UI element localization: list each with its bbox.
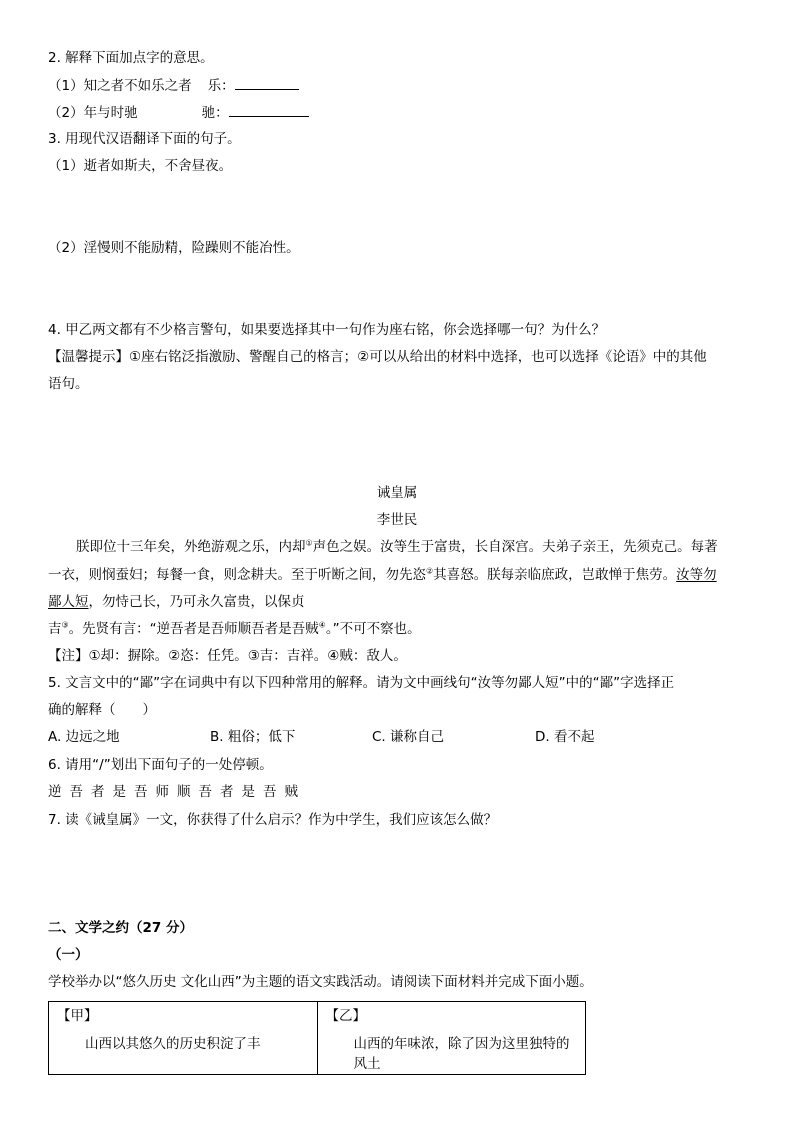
q3-item2: （2）淫慢则不能励精，险躁则不能冶性。 [48, 240, 300, 256]
material-yi-text: 山西的年味浓，除了因为这里独特的风土 [353, 1036, 570, 1072]
passage-title: 诫皇属 [376, 485, 418, 501]
passage-text: 朕即位十三年矣，外绝游观之乐，内却 [76, 539, 306, 555]
material-yi-heading: 【乙】 [325, 1008, 366, 1024]
passage-line-4 [48, 619, 421, 639]
section2-title: 二、文学之约（27 分） [48, 920, 193, 936]
q4-hint-line1: 【温馨提示】①座右铭泛指激励、警醒自己的格言；②可以从给出的材料中选择，也可以选择《论语》中的其他 [48, 349, 707, 365]
section2-intro: 学校举办以“悠久历史 文化山西”为主题的语文实践活动。请阅读下面材料并完成下面小题。 [48, 974, 593, 990]
q5-line1: 5. 文言文中的“鄙”字在词典中有以下四种常用的解释。请为文中画线句“汝等勿鄙人短”中的“鄙”字选择正 [48, 675, 675, 691]
q2-item2-char: 驰： [201, 105, 229, 121]
passage-text: ，勿恃己长，乃可永久富贵，以保贞 [88, 594, 305, 610]
q2-item2 [48, 102, 309, 123]
passage-line-1 [76, 537, 718, 557]
material-jia-heading: 【甲】 [57, 1008, 98, 1024]
q4-hint-line2: 语句。 [48, 376, 89, 392]
q4-title: 4. 甲乙两文都有不少格言警句，如果要选择其中一句作为座右铭，你会选择哪一句？为什么？ [48, 322, 606, 338]
q3-item1: （1）逝者如斯夫，不舍昼夜。 [48, 158, 233, 174]
q5-option-a[interactable]: A. 边远之地 [48, 729, 120, 745]
passage-text: 一衣，则悯蚕妇；每餐一食，则念耕夫。至于听断之间，勿先恣 [48, 567, 426, 583]
q5-option-b[interactable]: B. 粗俗；低下 [210, 729, 296, 745]
passage-author: 李世民 [376, 512, 418, 528]
q6-title: 6. 请用“/”划出下面句子的一处停顿。 [48, 757, 273, 773]
q2-item2-sentence: （2）年与时驰 [48, 105, 138, 121]
footnote-mark: ③ [61, 620, 69, 630]
q5-option-c[interactable]: C. 谦称自己 [372, 729, 445, 745]
q6-sentence[interactable]: 逆吾者是吾师顺吾者是吾贼 [48, 784, 306, 800]
material-jia-cell [49, 1002, 318, 1075]
q2-item1 [48, 75, 299, 96]
q7-title: 7. 读《诫皇属》一文，你获得了什么启示？作为中学生，我们应该怎么做？ [48, 812, 498, 828]
passage-line-2 [48, 565, 717, 585]
material-table [48, 1001, 586, 1075]
underlined-sentence: 汝等勿 [676, 567, 717, 583]
q2-item1-blank[interactable] [235, 75, 299, 90]
q3-title: 3. 用现代汉语翻译下面的句子。 [48, 131, 241, 147]
passage-text: 声色之娱。汝等生于富贵，长自深宫。夫弟子亲王，先须克己。每著 [312, 539, 718, 555]
material-jia-text: 山西以其悠久的历史积淀了丰 [85, 1036, 261, 1052]
footnote-mark: ④ [318, 620, 326, 630]
passage-text: 。先贤有言：“逆吾者是吾师顺吾者是吾贼 [68, 621, 319, 637]
material-yi-cell [317, 1002, 586, 1075]
footnote-mark: ① [305, 538, 313, 548]
passage-text: 。”不可不察也。 [325, 621, 421, 637]
passage-text: 其喜怒。朕每亲临庶政，岂敢惮于焦劳。 [433, 567, 677, 583]
section2-subtitle: （一） [48, 947, 89, 963]
q5-line2: 确的解释（ ） [48, 702, 156, 718]
q2-title: 2. 解释下面加点字的意思。 [48, 50, 214, 66]
q2-item2-blank[interactable] [229, 102, 309, 117]
q5-option-d[interactable]: D. 看不起 [535, 729, 595, 745]
passage-notes: 【注】①却：摒除。②恣：任凭。③吉：吉祥。④贼：敌人。 [48, 648, 407, 664]
q2-item1-char: 乐： [207, 78, 235, 94]
passage-line-3 [48, 592, 305, 612]
underlined-sentence: 鄙人短 [48, 594, 89, 610]
passage-text: 吉 [48, 621, 62, 637]
q2-item1-sentence: （1）知之者不如乐之者 [48, 78, 192, 94]
footnote-mark: ② [426, 566, 434, 576]
